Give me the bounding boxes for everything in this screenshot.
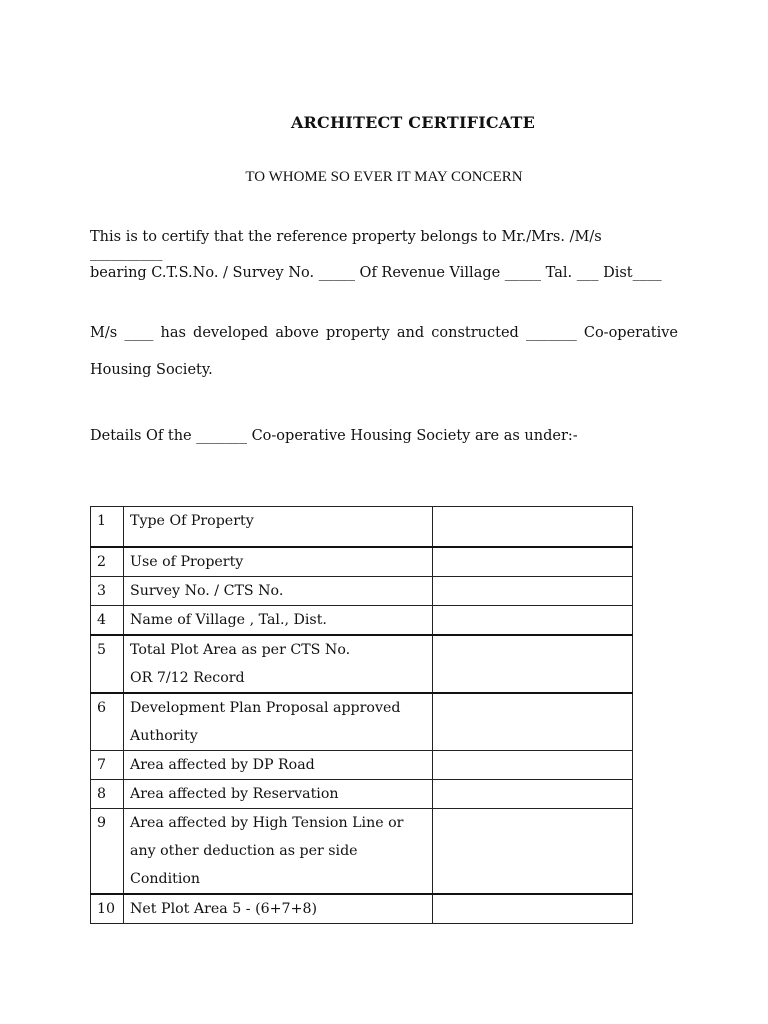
row-value [433,547,633,577]
document-title: ARCHITECT CERTIFICATE [290,113,536,132]
row-number: 6 [91,693,124,751]
row-value [433,779,633,808]
row-number: 10 [91,894,124,924]
row-description: Area affected by DP Road [124,750,433,779]
row-number: 5 [91,635,124,693]
row-value [433,605,633,635]
row-value [433,750,633,779]
row-value [433,635,633,693]
table-row [91,894,633,924]
row-number: 4 [91,605,124,635]
row-value [433,894,633,924]
row-number: 1 [91,507,124,547]
row-description: Total Plot Area as per CTS No. OR 7/12 Record [124,635,433,693]
row-value [433,576,633,605]
row-description: Net Plot Area 5 - (6+7+8) [124,894,433,924]
table-row [91,693,633,751]
table-row [91,750,633,779]
row-number: 7 [91,750,124,779]
certification-line-1: This is to certify that the reference property belongs to Mr./Mrs. /M/s __________ [90,229,602,261]
table-row [91,507,633,547]
table-row [91,576,633,605]
table-row [91,547,633,577]
row-description: Survey No. / CTS No. [124,576,433,605]
row-value [433,808,633,894]
row-number: 2 [91,547,124,577]
table-row [91,605,633,635]
document-subtitle: TO WHOME SO EVER IT MAY CONCERN [245,169,523,185]
details-intro: Details Of the _______ Co-operative Housing Society are as under:- [90,428,578,444]
property-details-table [90,506,633,924]
table-row [91,779,633,808]
row-description: Use of Property [124,547,433,577]
row-value [433,693,633,751]
developer-line-continued: Housing Society. [90,362,213,378]
row-description: Area affected by High Tension Line or any other deduction as per side Condition [124,808,433,894]
row-description: Type Of Property [124,507,433,547]
certification-line-2: bearing C.T.S.No. / Survey No. _____ Of Revenue Village _____ Tal. ___ Dist____ [90,265,662,281]
row-description: Development Plan Proposal approved Authority [124,693,433,751]
row-description: Area affected by Reservation [124,779,433,808]
row-number: 3 [91,576,124,605]
table-row [91,635,633,693]
table-row [91,808,633,894]
row-value [433,507,633,547]
row-number: 9 [91,808,124,894]
developer-line: M/s ____ has developed above property and constructed _______ Co-operative [90,325,678,341]
row-description: Name of Village , Tal., Dist. [124,605,433,635]
row-number: 8 [91,779,124,808]
